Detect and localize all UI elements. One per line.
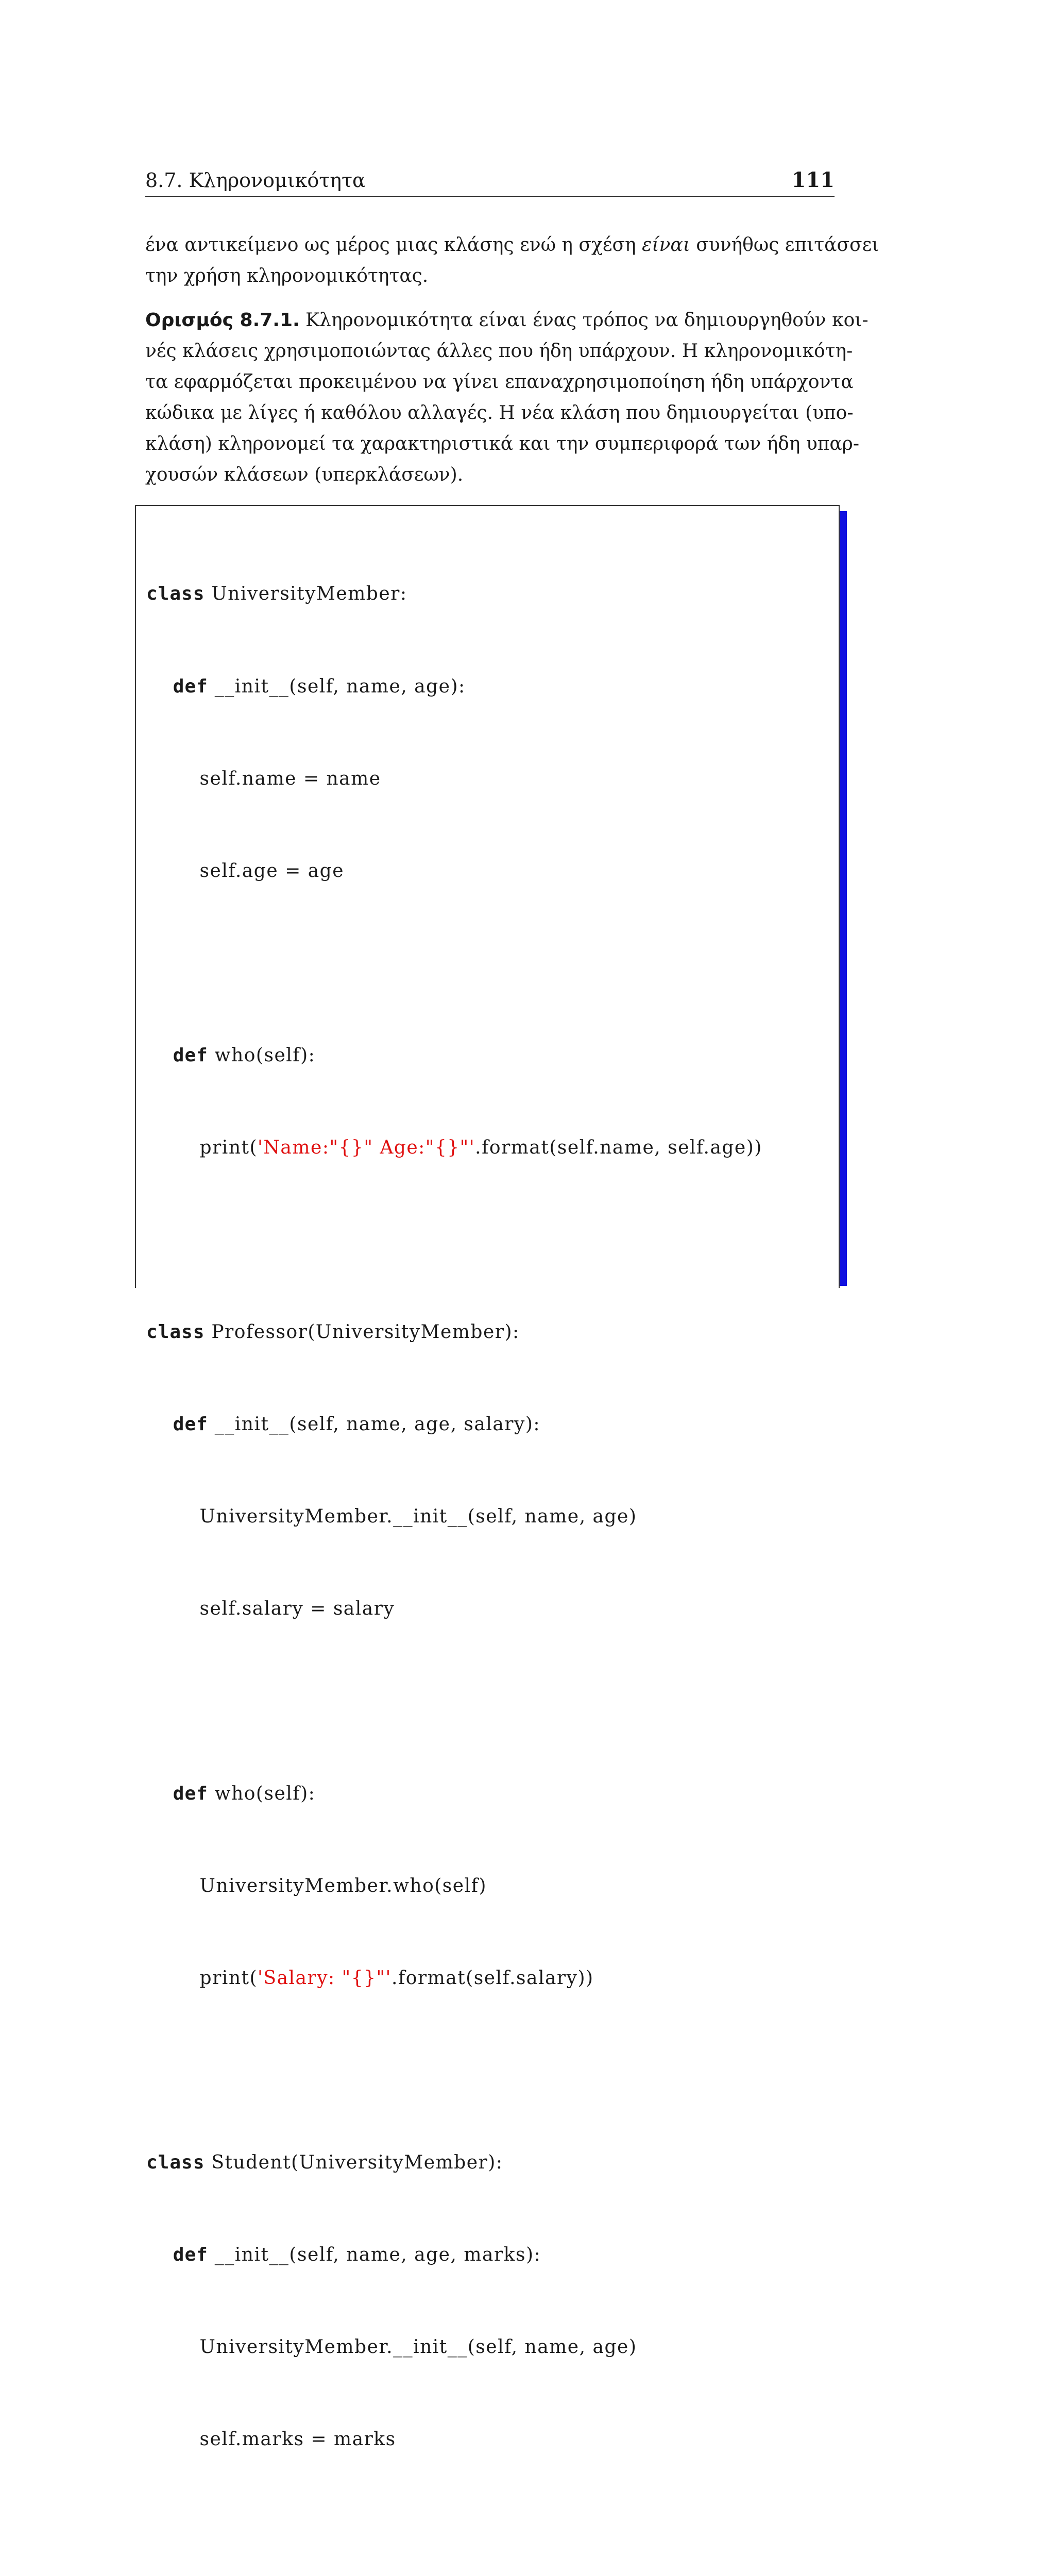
paragraph-line xyxy=(145,230,879,261)
page-header xyxy=(145,166,835,197)
keyword: def xyxy=(173,1414,208,1435)
blank-line xyxy=(146,2516,762,2547)
string-literal: 'Name:"{}" Age:"{}"' xyxy=(258,1137,475,1158)
definition-line: τα εφαρμόζεται προκειμένου να γίνει επαναχρησιμοποίηση ήδη υπάρχοντα xyxy=(145,371,854,393)
code-line xyxy=(146,2147,762,2178)
code-frame-shadow xyxy=(840,511,847,1286)
text-span: Κληρονομικότητα είναι ένας τρόπος να δημιουργηθούν κοι- xyxy=(299,310,869,331)
definition-line: χουσών κλάσεων (υπερκλάσεων). xyxy=(145,464,464,485)
code-line xyxy=(146,2240,762,2270)
code-line xyxy=(146,1409,762,1440)
blank-line xyxy=(146,2055,762,2086)
code-line xyxy=(146,1132,762,1163)
keyword: def xyxy=(173,2244,208,2266)
code-text: __init__(self, name, age): xyxy=(208,675,466,697)
code-text: .format(self.name, self.age)) xyxy=(475,1137,762,1158)
definition-line: κλάση) κληρονομεί τα χαρακτηριστικά και την συμπεριφορά των ήδη υπαρ- xyxy=(145,433,859,454)
keyword: class xyxy=(146,1321,205,1343)
code-text: __init__(self, name, age, marks): xyxy=(208,2244,541,2266)
text-span: συνήθως επιτάσσει xyxy=(690,234,879,256)
code-line: UniversityMember.who(self) xyxy=(146,1875,487,1896)
code-line xyxy=(146,1317,762,1348)
definition-label: Ορισμός 8.7.1. xyxy=(145,310,300,331)
code-line: self.age = age xyxy=(146,860,344,882)
code-text: print( xyxy=(146,1137,258,1158)
keyword: def xyxy=(173,1044,208,1066)
paragraph-intro xyxy=(145,230,879,292)
code-line xyxy=(146,1963,762,1994)
definition-line: νές κλάσεις χρησιμοποιώντας άλλες που ήδη υπάρχουν. Η κληρονομικότη- xyxy=(145,341,853,362)
code-text: Student(UniversityMember): xyxy=(205,2152,503,2173)
code-line xyxy=(146,1778,762,1809)
code-line xyxy=(146,579,762,609)
code-text: who(self): xyxy=(208,1783,316,1804)
text-span: ένα αντικείμενο ως μέρος μιας κλάσης ενώ η σχέση xyxy=(145,234,642,256)
page-number: 111 xyxy=(791,168,835,192)
code-line: self.marks = marks xyxy=(146,2429,396,2450)
code-text: Professor(UniversityMember): xyxy=(205,1321,520,1343)
code-line: UniversityMember.__init__(self, name, age) xyxy=(146,2336,637,2358)
emphasis-text: είναι xyxy=(642,234,690,256)
keyword: class xyxy=(146,2152,205,2173)
blank-line xyxy=(146,1225,762,1256)
paragraph-line: την χρήση κληρονομικότητας. xyxy=(145,265,429,286)
code-text: __init__(self, name, age, salary): xyxy=(208,1414,541,1435)
definition-line xyxy=(145,305,869,336)
definition-line: κώδικα με λίγες ή καθόλου αλλαγές. Η νέα κλάση που δημιουργείται (υπο- xyxy=(145,402,854,423)
code-line: self.name = name xyxy=(146,768,381,789)
keyword: def xyxy=(173,675,208,697)
code-listing xyxy=(146,517,762,2576)
code-text: UniversityMember: xyxy=(205,583,407,605)
blank-line xyxy=(146,1686,762,1717)
code-text: print( xyxy=(146,1967,258,1989)
code-text: who(self): xyxy=(208,1044,316,1066)
definition-block xyxy=(145,305,869,490)
code-line: self.salary = salary xyxy=(146,1598,395,1620)
keyword: class xyxy=(146,583,205,605)
code-line xyxy=(146,1040,762,1071)
blank-line xyxy=(146,948,762,979)
keyword: def xyxy=(173,1783,208,1804)
code-text: .format(self.salary)) xyxy=(391,1967,594,1989)
section-title: 8.7. Κληρονομικότητα xyxy=(145,169,366,192)
code-line xyxy=(146,671,762,702)
code-line: UniversityMember.__init__(self, name, age) xyxy=(146,1506,637,1528)
string-literal: 'Salary: "{}"' xyxy=(258,1967,392,1989)
